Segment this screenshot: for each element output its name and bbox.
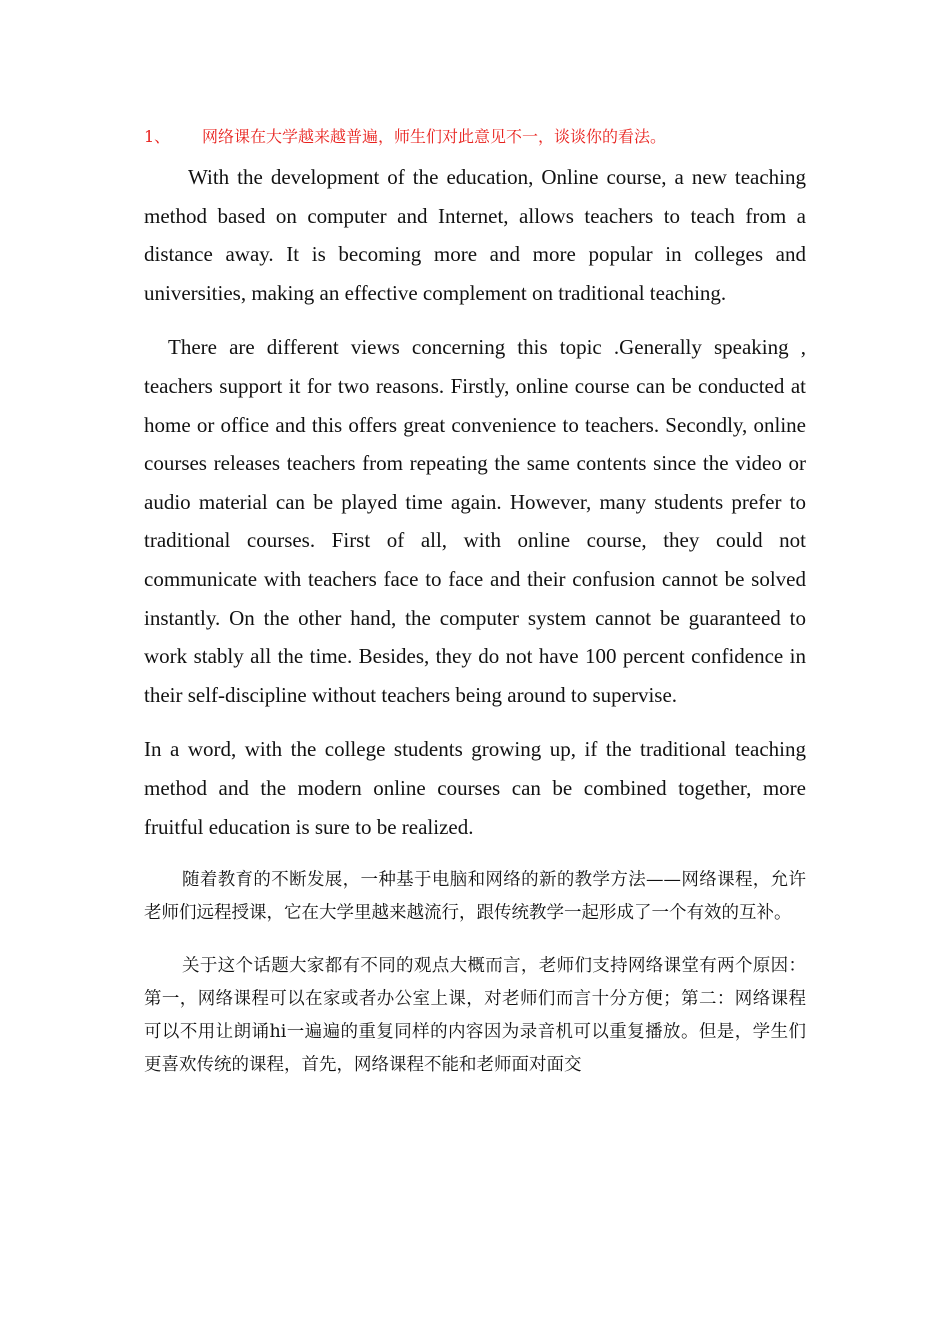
- chinese-paragraph-body: 关于这个话题大家都有不同的观点大概而言，老师们支持网络课堂有两个原因：第一，网络课程可以在家或者办公室上课，对老师们而言十分方便；第二：网络课程可以不用让朗诵hi一遍遍的重复同样的内容因为录音机可以重复播放。但是，学生们更喜欢传统的课程，首先，网络课程不能和老师面对面交: [144, 956, 806, 1076]
- english-paragraph-body: There are different views concerning this topic .Generally speaking , teachers support it for two reasons. Firstly, online course can be conducted at home or office and this offers great convenience to teachers. Secondly, online courses releases teachers from repeating the same contents since the video or audio material can be played time again. However, many students prefer to traditional courses. First of all, with online course, they could not communicate with teachers face to face and their confusion cannot be solved instantly. On the other hand, the computer system cannot be guaranteed to work stably all the time. Besides, they do not have 100 percent confidence in their self-discipline without teachers being around to supervise.: [144, 335, 806, 707]
- chinese-paragraph-intro: 随着教育的不断发展，一种基于电脑和网络的新的教学方法——网络课程，允许老师们远程授课，它在大学里越来越流行，跟传统教学一起形成了一个有效的互补。: [144, 870, 806, 924]
- english-paragraph-intro: With the development of the education, Online course, a new teaching method based on computer and Internet, allows teachers to teach from a distance away. It is becoming more and more popular in colleges and universities, making an effective complement on traditional teaching.: [144, 165, 806, 305]
- prompt-number: 1、: [144, 127, 171, 146]
- english-paragraph-conclusion: In a word, with the college students growing up, if the traditional teaching method and the modern online courses can be combined together, more fruitful education is sure to be realized.: [144, 737, 806, 839]
- prompt-text: 网络课在大学越来越普遍，师生们对此意见不一，谈谈你的看法。: [202, 127, 667, 146]
- document-body: [144, 122, 806, 1082]
- essay-prompt: [144, 122, 806, 152]
